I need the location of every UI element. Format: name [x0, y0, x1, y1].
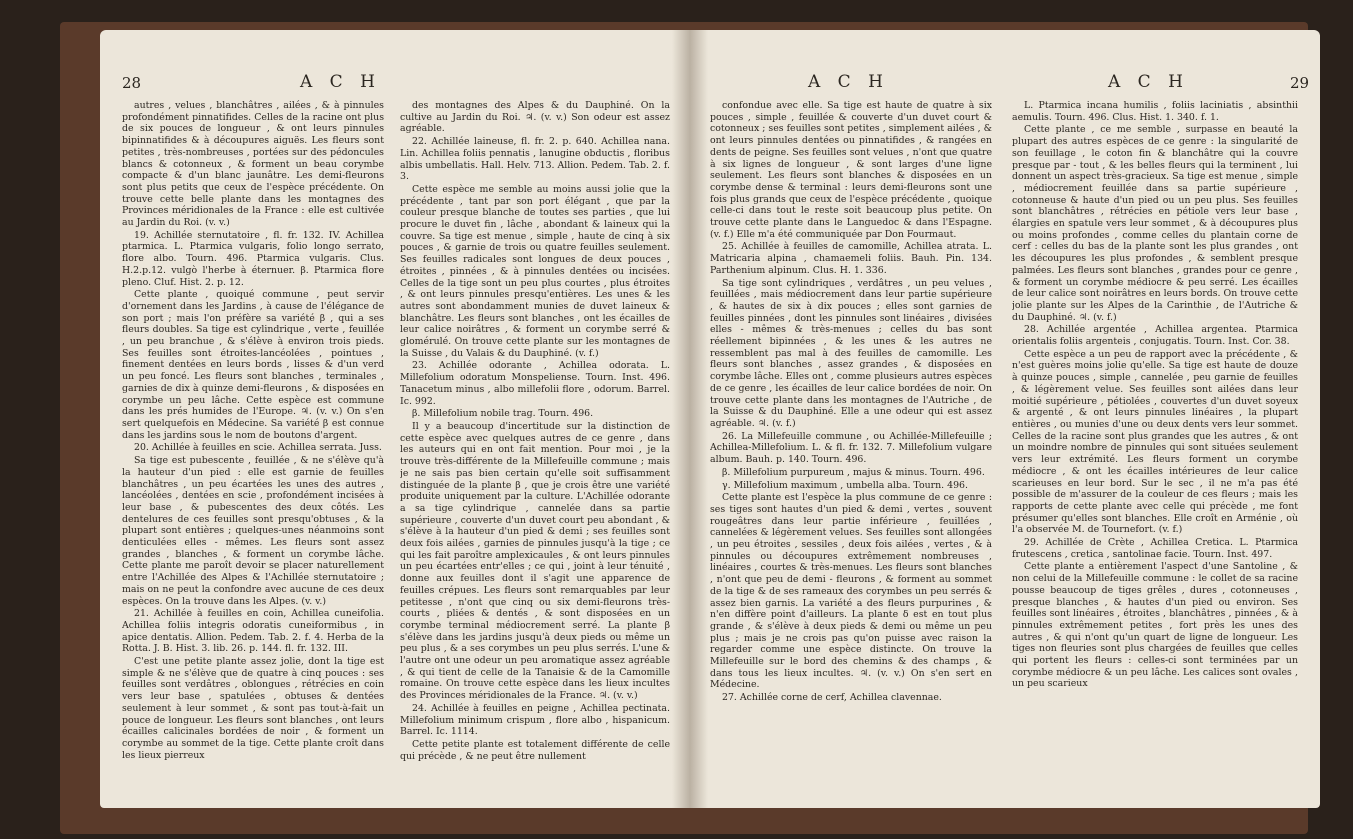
left-col2-paragraph: 23. Achillée odorante , Achillea odorata. L. Millefolium odoratum Monspeliense. Tourn. Inst. 496. Tanacetum minus , albo millefolii flore , odorum. Barrel. Ic. 992.	[400, 360, 670, 407]
left-col1-paragraph: 21. Achillée à feuilles en coin, Achillea cuneifolia. Achillea foliis integris odoratis cuneiformibus , in apice dentatis. Allion. Pedem. Tab. 2. f. 4. Herba de la Rotta. J. B. Hist. 3. lib. 26. p. 144. fl. fr. 132. III.	[122, 608, 384, 655]
left-col2-paragraph: Cette espèce me semble au moins aussi jolie que la précédente , tant par son port élégant , que par la couleur presque blanche de toutes ses parties , que lui procure le duvet fin , lâche , abondant & laineux qui la couvre. Sa tige est menue , simple , haute de cinq à six pouces , & garnie de trois ou quatre feuilles seulement. Ses feuilles radicales sont longues de deux pouces , étroites , pinnées , & à pinnules dentées ou incisées. Celles de la tige sont un peu plus courtes , plus étroites , & ont leurs pinnules presqu'entières. Les unes & les autres sont abondamment munies de duvet laineux & blanchâtre. Les fleurs sont blanches , ont les écailles de leur calice noirâtres , & forment un corymbe serré & glomérulé. On trouve cette plante sur les montagnes de la Suisse , du Valais & du Dauphiné. (v. f.)	[400, 183, 670, 359]
left-page-column-2	[400, 100, 670, 800]
left-col1-paragraph: Cette plante , quoiqué commune , peut servir d'ornement dans les Jardins , à cause de l'élégance de son port ; mais l'on préfère sa variété β , qui a ses fleurs doubles. Sa tige est cylindrique , verte , feuillée , un peu branchue , & s'élève à environ trois pieds. Ses feuilles sont étroites-lancéolées , pointues , finement dentées en leurs bords , lisses & d'un verd un peu foncé. Les fleurs sont blanches , terminales , garnies de dix à quinze demi-fleurons , & disposées en corymbe un peu lâche. Cette espèce est commune dans les prés humides de l'Europe. ♃. (v. v.) On s'en sert quelquefois en Médecine. Sa variété β est connue dans les jardins sous le nom de boutons d'argent.	[122, 289, 384, 441]
right-col2-paragraph: 29. Achillée de Crète , Achillea Cretica. L. Ptarmica frutescens , cretica , santolinae facie. Tourn. Inst. 497.	[1012, 537, 1298, 560]
right-col2-paragraph: Cette espèce a un peu de rapport avec la précédente , & n'est guères moins jolie qu'elle. Sa tige est haute de douze à quinze pouces , simple , cannelée , peu garnie de feuilles , & légèrement velue. Ses feuilles sont ailées dans leur moitié supérieure , pétiolées , couvertes d'un duvet soyeux & argenté , & ont leurs pinnules linéaires , la plupart entières , ou munies d'une ou deux dents vers leur sommet. Celles de la racine sont plus grandes que les autres , & ont un moindre nombre de pinnules qui sont situées seulement vers leur extrémité. Les fleurs forment un corymbe médiocre , & ont les écailles intérieures de leur calice scarieuses en leur bord. Sur le sec , il ne m'a pas été possible de m'assurer de la couleur de ces fleurs ; mais les rapports de cette plante avec celle qui précède , me font présumer qu'elles sont blanches. Elle croît en Arménie , où l'a observée M. de Tournefort. (v. f.)	[1012, 348, 1298, 536]
book-gutter	[672, 30, 708, 808]
running-head-left: A C H	[300, 72, 381, 92]
left-col2-paragraph: Il y a beaucoup d'incertitude sur la distinction de cette espèce avec quelques autres de ce genre , dans les auteurs qui en ont fait mention. Pour moi , je la trouve très-différente de la Millefeuille commune ; mais je ne sais pas bien certain qu'elle soit suffisamment distinguée de la plante β , que je crois être une variété produite uniquement par la culture. L'Achillée odorante a sa tige cylindrique , cannelée dans sa partie supérieure , couverte d'un duvet court peu abondant , & s'élève à la hauteur d'un pied & demi ; ses feuilles sont deux fois ailées , garnies de pinnules jusqu'à la tige ; ce qui les fait paroître amplexicaules , & ont leurs pinnules un peu écartées entr'elles ; ce qui , joint à leur ténuité , donne aux feuilles dont il s'agit une apparence de feuilles crépues. Les fleurs sont remarquables par leur petitesse , n'ont que cinq ou six demi-fleurons très-courts , pliées & dentés , & sont disposées en un corymbe terminal médiocrement serré. La plante β s'élève dans les jardins jusqu'à deux pieds ou même un peu plus , & a ses corymbes un peu plus serrés. L'une & l'autre ont une odeur un peu aromatique assez agréable , & qui tient de celle de la Tanaisie & de la Camomille romaine. On trouve cette espèce dans les lieux incultes des Provinces méridionales de la France. ♃. (v. v.)	[400, 420, 670, 702]
left-col1-paragraph: autres , velues , blanchâtres , ailées , & à pinnules profondément pinnatifides. Celles de la racine ont plus de six pouces de longueur , & ont leurs pinnules bipinnatifides & à découpures aiguës. Les fleurs sont petites , très-nombreuses , portées sur des pédoncules blancs & cotonneux , & forment un beau corymbe compacte & d'un blanc jaunâtre. Les demi-fleurons sont plus petits que ceux de l'espèce précédente. On trouve cette belle plante dans les montagnes des Provinces méridionales de la France : elle est cultivée au Jardin du Roi. (v. v.)	[122, 100, 384, 229]
left-col2-paragraph: β. Millefolium nobile trag. Tourn. 496.	[412, 408, 594, 420]
left-col2-paragraph: 22. Achillée laineuse, fl. fr. 2. p. 640. Achillea nana. Lin. Achillea foliis pennatis , lanugine obductis , floribus albis umbellatis. Hall. Helv. 713. Allion. Pedem. Tab. 2. f. 3.	[400, 136, 670, 183]
right-col1-paragraph: 25. Achillée à feuilles de camomille, Achillea atrata. L. Matricaria alpina , chamaemeli foliis. Bauh. Pin. 134. Parthenium alpinum. Clus. H. 1. 336.	[710, 241, 992, 276]
left-page-column-1	[122, 100, 384, 800]
right-col1-paragraph: 26. La Millefeuille commune , ou Achillée-Millefeuille ; Achillea-Millefolium. L. & fl. fr. 132. 7. Millefolium vulgare album. Bauh. p. 140. Tourn. 496.	[710, 430, 992, 466]
right-page	[690, 30, 1320, 808]
page-number-right: 29	[1290, 74, 1310, 92]
left-col2-paragraph: 24. Achillée à feuilles en peigne , Achillea pectinata. Millefolium minimum crispum , flore albo , hispanicum. Barrel. Ic. 1114.	[400, 702, 670, 738]
left-page	[100, 30, 690, 808]
left-col1-paragraph: Sa tige est pubescente , feuillée , & ne s'élève qu'à la hauteur d'un pied : elle est garnie de feuilles blanchâtres , un peu écartées les unes des autres , lancéolées , dentées en scie , profondément incisées à leur base , & pubescentes des deux côtés. Les dentelures de ces feuilles sont presqu'obtuses , & la plupart sont entières ; quelques-unes néanmoins sont denticulées elles - mêmes. Les fleurs sont assez grandes , blanches , & forment un corymbe lâche. Cette plante me paroît devoir se placer naturellement entre l'Achillée des Alpes & l'Achillée sternutatoire ; mais on ne peut la confondre avec aucune de ces deux espèces. On la trouve dans les Alpes. (v. v.)	[122, 455, 384, 607]
right-col1-paragraph: γ. Millefolium maximum , umbella alba. Tourn. 496.	[722, 479, 968, 491]
left-col1-paragraph: C'est une petite plante assez jolie, dont la tige est simple & ne s'élève que de quatre à cinq pouces : ses feuilles sont verdâtres , oblongues , rétrécies en coin vers leur base , spatulées , obtuses & dentées seulement à leur sommet , & sont pas tout-à-fait un pouce de longueur. Les fleurs sont blanches , ont leurs écailles calicinales bordées de noir , & forment un corymbe au sommet de la tige. Cette plante croît dans les lieux pierreux	[122, 656, 384, 761]
left-col1-paragraph: 20. Achillée à feuilles en scie. Achillea serrata. Juss.	[134, 442, 382, 454]
page-number-left: 28	[122, 74, 142, 92]
right-col1-paragraph: 27. Achillée corne de cerf, Achillea clavennae.	[722, 692, 942, 704]
left-col1-paragraph: 19. Achillée sternutatoire , fl. fr. 132. IV. Achillea ptarmica. L. Ptarmica vulgaris, folio longo serrato, flore albo. Tourn. 496. Ptarmica vulgaris. Clus. H.2.p.12. vulgò l'herbe à éternuer. β. Ptarmica flore pleno. Cluf. Hist. 2. p. 12.	[122, 229, 384, 288]
left-col2-paragraph: des montagnes des Alpes & du Dauphiné. On la cultive au Jardin du Roi. ♃. (v. v.) Son odeur est assez agréable.	[400, 100, 670, 135]
right-col1-paragraph: confondue avec elle. Sa tige est haute de quatre à six pouces , simple , feuillée & couverte d'un duvet court & cotonneux ; ses feuilles sont petites , simplement ailées , & ont leurs pinnules dentées ou pinnatifides , & rangées en dents de peigne. Ses feuilles sont velues , n'ont que quatre à six lignes de longueur , & sont larges d'une ligne seulement. Les fleurs sont blanches & disposées en un corymbe dense & terminal : leurs demi-fleurons sont une fois plus grands que ceux de l'espèce précédente , quoique celle-ci dans tout le reste soit beaucoup plus petite. On trouve cette plante dans le Languedoc & dans l'Espagne. (v. f.) Elle m'a été communiquée par Don Fourmaut.	[710, 100, 992, 240]
right-col2-paragraph: 28. Achillée argentée , Achillea argentea. Ptarmica orientalis foliis argenteis , conjugatis. Tourn. Inst. Cor. 38.	[1012, 324, 1298, 348]
right-col2-paragraph: Cette plante , ce me semble , surpasse en beauté la plupart des autres espèces de ce genre : la singularité de son feuillage , le coton fin & blanchâtre qui la couvre presque par - tout , & les belles fleurs qui la terminent , lui donnent un aspect très-gracieux. Sa tige est menue , simple , médiocrement feuillée dans sa partie supérieure , cotonneuse & haute d'un pied ou un peu plus. Ses feuilles sont blanchâtres , rétrécies en pétiole vers leur base , élargies en spatule vers leur sommet , & à découpures plus ou moins profondes , comme celles du plantain corne de cerf : celles du bas de la plante sont les plus grandes , ont les découpures les plus profondes , & semblent presque palmées. Les fleurs sont blanches , grandes pour ce genre , & forment un corymbe médiocre & peu serré. Les écailles de leur calice sont noirâtres en leurs bords. On trouve cette jolie plante sur les Alpes de la Carinthie , de l'Autriche & du Dauphiné. ♃. (v. f.)	[1012, 124, 1298, 323]
running-head-right-2: A C H	[1108, 72, 1189, 92]
right-col1-paragraph: Cette plante est l'espèce la plus commune de ce genre : ses tiges sont hautes d'un pied & demi , vertes , souvent rougeâtres dans leur partie inférieure , feuillées , cannelées & légèrement velues. Ses feuilles sont allongées , un peu étroites , sessiles , deux fois ailées , vertes , & à pinnules ou découpures extrêmement nombreuses , linéaires , courtes & très-menues. Les fleurs sont blanches , n'ont que peu de demi - fleurons , & forment au sommet de la tige & de ses rameaux des corymbes un peu serrés & assez bien garnis. La variété a des fleurs purpurines , & n'en diffère point d'ailleurs. La plante δ est en tout plus grande , & s'élève à deux pieds & demi ou même un peu plus ; mais je ne crois pas qu'on puisse avec raison la regarder comme une espèce distincte. On trouve la Millefeuille sur le bord des chemins & des champs , & dans tous les lieux incultes. ♃. (v. v.) On s'en sert en Médecine.	[710, 492, 992, 691]
right-col2-paragraph: Cette plante a entièrement l'aspect d'une Santoline , & non celui de la Millefeuille commune : le collet de sa racine pousse beaucoup de tiges grêles , dures , cotonneuses , presque blanches , & hautes d'un pied ou environ. Ses feuilles sont linéaires , étroites , blanchâtres , pinnées , & à pinnules extrêmement petites , fort près les unes des autres , & qui n'ont qu'un quart de ligne de longueur. Les tiges non fleuries sont plus chargées de feuilles que celles qui portent les fleurs : celles-ci sont terminées par un corymbe médiocre & un peu lâche. Les calices sont ovales , un peu scarieux	[1012, 561, 1298, 690]
right-col2-paragraph: L. Ptarmica incana humilis , foliis laciniatis , absinthii aemulis. Tourn. 496. Clus. Hist. 1. 340. f. 1.	[1012, 100, 1298, 123]
right-col1-paragraph: Sa tige sont cylindriques , verdâtres , un peu velues , feuillées , mais médiocrement dans leur partie supérieure , & hautes de six à dix pouces ; elles sont garnies de feuilles pinnées , dont les pinnules sont linéaires , divisées elles - mêmes & très-menues ; celles du bas sont réellement bipinnées , & les unes & les autres ne ressemblent pas mal à des feuilles de camomille. Les fleurs sont blanches , assez grandes , & disposées en corymbe lâche. Elles ont , comme plusieurs autres espèces de ce genre , les écailles de leur calice bordées de noir. On trouve cette plante dans les montagnes de l'Autriche , de la Suisse & du Dauphiné. Elle a une odeur qui est assez agréable. ♃. (v. f.)	[710, 277, 992, 429]
left-col2-paragraph: Cette petite plante est totalement différente de celle qui précède , & ne peut être nullement	[400, 738, 670, 762]
right-col1-paragraph: β. Millefolium purpureum , majus & minus. Tourn. 496.	[722, 466, 985, 478]
right-page-column-1	[710, 100, 992, 800]
running-head-right: A C H	[808, 72, 889, 92]
right-page-column-2	[1012, 100, 1298, 800]
